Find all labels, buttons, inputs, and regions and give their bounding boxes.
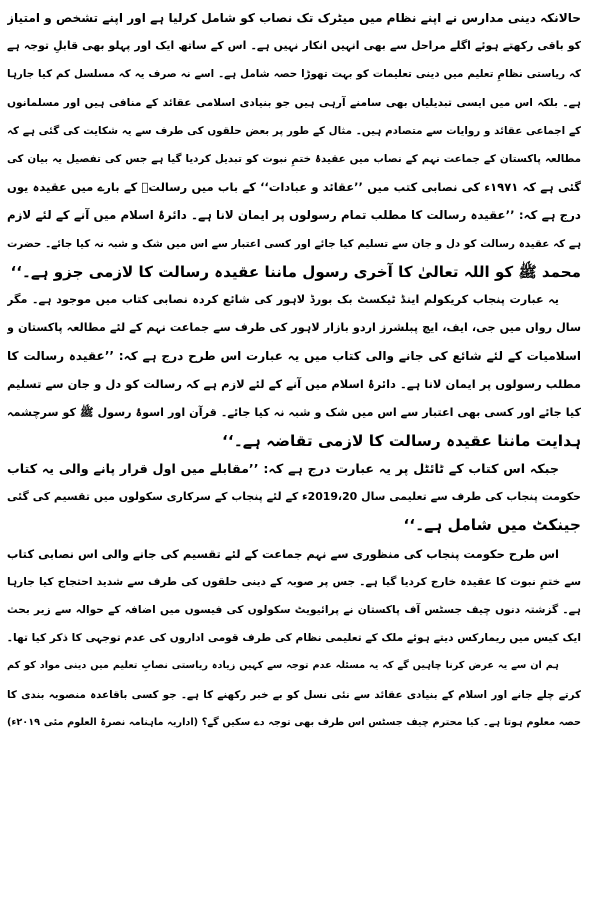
text-line: ہے۔ بلکہ اس میں ایسی تبدیلیاں بھی سامنے آرہی ہیں جو بنیادی اسلامی عقائد کے منافی ہیں اور مسلمانوں: [7, 96, 581, 109]
text-line: ہم ان سے یہ عرض کرنا چاہیں گے کہ یہ مسئلہ عدم توجہ سے کہیں زیادہ ریاستی نصابِ تعلیم میں دینی مواد کو کم: [7, 660, 559, 672]
text-line: کرتے چلے جانے اور اسلام کے بنیادی عقائد سے نئی نسل کو بے خبر رکھنے کا ہے۔ جو کسی باقاعدہ منصوبہ بندی کا: [7, 688, 581, 701]
text-line: کے اجماعی عقائد و روایات سے متصادم ہیں۔ مثال کے طور پر بعض حلقوں کی طرف سے یہ شکایت کی گئی ہے کہ: [7, 124, 581, 137]
text-line: حکومت پنجاب کی طرف سے تعلیمی سال 2019،20ء کے لئے پنجاب کے سرکاری سکولوں میں تقسیم کی گئی: [7, 490, 581, 504]
text-line: درج ہے کہ: ’’عقیدہ رسالت کا مطلب تمام رسولوں پر ایمان لانا ہے۔ دائرۂ اسلام میں آنے کے لئے لازم: [7, 208, 581, 223]
text-line: کہ ریاستی نظامِ تعلیم میں دینی تعلیمات کو بہت تھوڑا حصہ شامل ہے۔ اسے نہ صرف یہ کہ مسلسل کم کیا جارہا: [7, 68, 581, 81]
text-line: کیا جائے اور کسی بھی اعتبار سے اس میں شک و شبہ نہ کیا جائے۔ قرآن اور اسوۂ رسول ﷺ کو سرچشمہ: [7, 405, 581, 419]
text-line: ہے کہ عقیدہ رسالت کو دل و جان سے تسلیم کیا جائے اور کسی اعتبار سے اس میں شک و شبہ نہ کیا جائے۔ حضرت: [7, 237, 581, 250]
text-line: حصہ معلوم ہوتا ہے۔ کیا محترم چیف جسٹس اس طرف بھی توجہ دے سکیں گے؟ (اداریہ ماہنامہ نصرۃ العلوم مئی ۲۰۱۹ء): [7, 716, 581, 728]
text-line: یہ عبارت پنجاب کریکولم اینڈ ٹیکسٹ بک بورڈ لاہور کی شائع کردہ نصابی کتاب میں موجود ہے۔ مگر: [7, 292, 559, 306]
text-line: ہے۔ گزشتہ دنوں چیف جسٹس آف پاکستان نے پرائیویٹ سکولوں کی فیسوں میں اضافہ کے حوالہ سے زیر بحث: [7, 603, 581, 616]
text-line: محمد ﷺ کو اللہ تعالیٰ کا آخری رسول ماننا عقیدہ رسالت کا لازمی جزو ہے۔‘‘: [10, 262, 581, 281]
text-line: گئی ہے کہ ۱۹۷۱ء کی نصابی کتب میں ’’عقائد و عبادات‘‘ کے باب میں رسالتؐ کے بارے میں عقیدہ یوں: [7, 180, 581, 195]
text-line: ہدایت ماننا عقیدہ رسالت کا لازمی تقاضہ ہے۔‘‘: [222, 431, 581, 450]
text-line: جبکہ اس کتاب کے ٹائٹل پر یہ عبارت درج ہے کہ: ’’مقابلے میں اول قرار پانے والی یہ کتاب: [7, 461, 559, 476]
paragraph-5: [7, 652, 581, 737]
text-line: کو باقی رکھتے ہوئے اگلے مراحل سے بھی انہیں انکار نہیں ہے۔ اس کے ساتھ ایک اور پہلو بھی قابلِ توجہ ہے: [7, 39, 581, 53]
paragraph-3: [7, 455, 581, 540]
text-line: سے ختمِ نبوت کا عقیدہ خارج کردیا گیا ہے۔ جس پر صوبہ کے دینی حلقوں کی طرف سے شدید احتجاج کیا جارہا: [7, 575, 581, 588]
text-line: حالانکہ دینی مدارس نے اپنے نظام میں میٹرک تک نصاب کو شامل کرلیا ہے اور اپنے تشخص و امتیاز: [7, 11, 581, 25]
text-line: مطلب رسولوں پر ایمان لانا ہے۔ دائرۂ اسلام میں آنے کے لئے لازم ہے کہ رسالت کو دل و جان سے تسلیم: [7, 377, 581, 392]
paragraph-1: [7, 4, 581, 286]
text-line: اس طرح حکومت پنجاب کی منظوری سے نہم جماعت کے لئے تقسیم کی جانے والی اس نصابی کتاب: [7, 546, 559, 561]
text-line: سال رواں میں جی، ایف، ایچ پبلشرز اردو بازار لاہور کی طرف سے جماعت نہم کے لئے مطالعہ پاکستان و: [7, 321, 581, 335]
text-line: اسلامیات کے لئے شائع کی جانے والی کتاب میں یہ عبارت اس طرح درج ہے کہ: ’’عقیدہ رسالت کا: [7, 349, 581, 364]
text-line: مطالعہ پاکستان کے جماعت نہم کے نصاب میں عقیدۂ ختمِ نبوت کو تبدیل کردیا گیا ہے جس کی تفصیل یہ بیان کی: [7, 152, 581, 165]
paragraph-2: [7, 286, 581, 455]
paragraph-4: [7, 540, 581, 653]
text-line: ایک کیس میں ریمارکس دیتے ہوئے ملک کے تعلیمی نظام کی طرف قومی اداروں کی عدم توجہی کا ذکر کیا تھا۔: [7, 632, 581, 645]
text-line: جینکٹ میں شامل ہے۔‘‘: [403, 516, 581, 535]
